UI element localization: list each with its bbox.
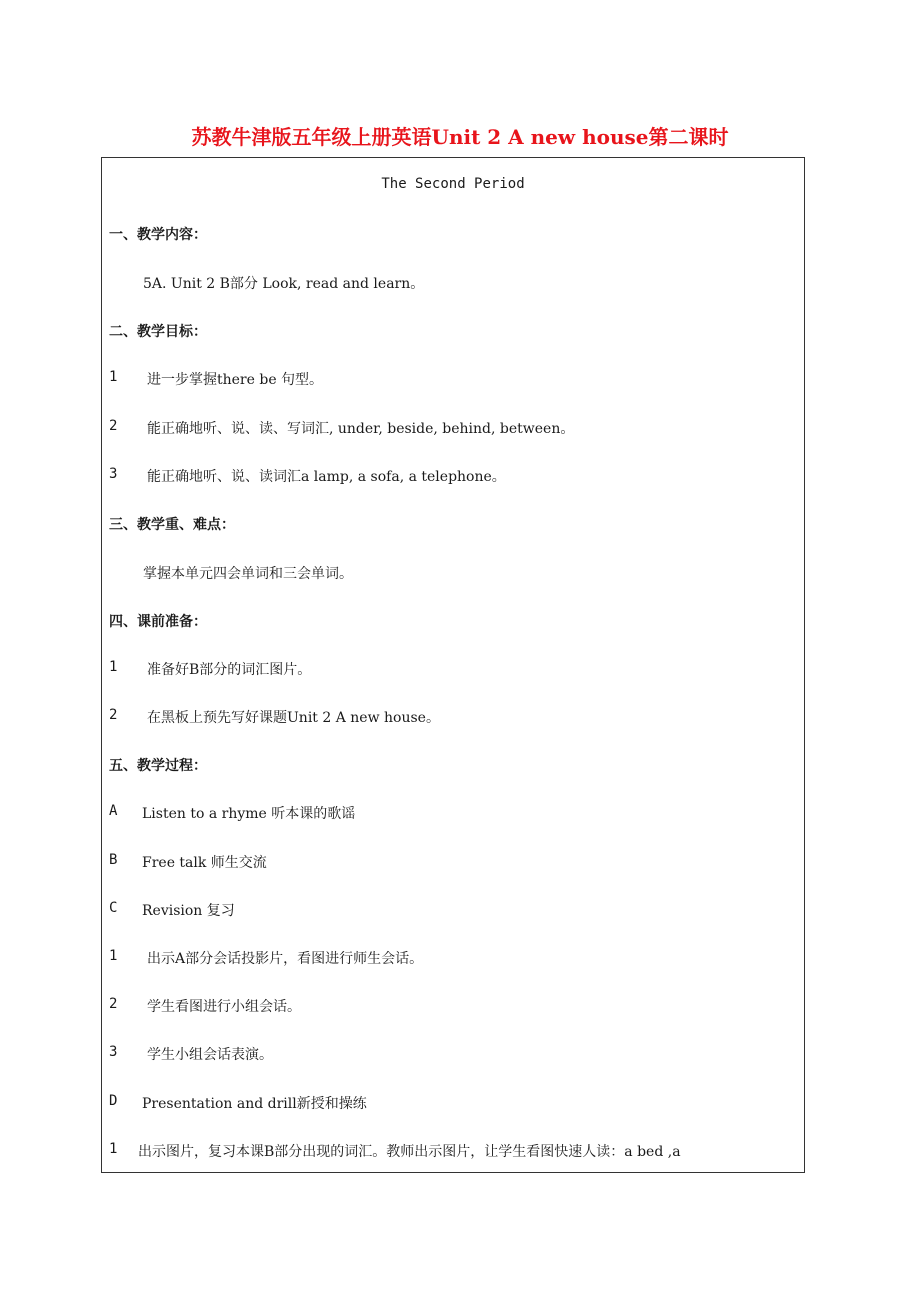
objective-number: 3 [109,466,118,482]
preparation-number: 2 [109,707,118,723]
section-heading-process: 五、教学过程： [109,758,207,774]
objective-number: 2 [109,418,118,434]
period-title: The Second Period [381,176,525,192]
process-step-text: Listen to a rhyme 听本课的歌谣 [142,806,356,822]
process-step-label: B [109,852,118,868]
section-heading-key-points: 三、教学重、难点： [109,517,235,533]
objective-text: 能正确地听、说、读词汇a lamp, a sofa, a telephone。 [147,469,506,485]
section-heading-content: 一、教学内容： [109,227,207,243]
process-step-text: Presentation and drill新授和操练 [142,1096,367,1112]
preparation-number: 1 [109,659,118,675]
content-text: 5A. Unit 2 B部分 Look, read and learn。 [143,276,425,292]
objective-text: 进一步掌握there be 句型。 [147,372,324,388]
document-title: 苏教牛津版五年级上册英语Unit 2 A new house第二课时 [191,125,729,149]
process-step-label: 1 [109,948,118,964]
section-heading-objectives: 二、教学目标： [109,324,207,340]
preparation-text: 准备好B部分的词汇图片。 [147,662,312,678]
process-step-text: Free talk 师生交流 [142,855,267,871]
objective-number: 1 [109,369,118,385]
process-step-label: 2 [109,996,118,1012]
process-step-text: Revision 复习 [142,903,235,919]
preparation-text: 在黑板上预先写好课题Unit 2 A new house。 [147,710,440,726]
process-step-label: D [109,1093,118,1109]
process-step-text: 学生看图进行小组会话。 [147,999,301,1015]
process-step-label: C [109,900,118,916]
process-step-label: 3 [109,1044,118,1060]
section-heading-preparation: 四、课前准备： [109,614,207,630]
process-step-text: 学生小组会话表演。 [147,1047,273,1063]
process-step-label: A [109,803,118,819]
process-step-text: 出示A部分会话投影片，看图进行师生会话。 [147,951,424,967]
key-points-text: 掌握本单元四会单词和三会单词。 [143,566,353,582]
process-step-text: 出示图片，复习本课B部分出现的词汇。教师出示图片，让学生看图快速人读：a bed ,a [138,1144,681,1160]
objective-text: 能正确地听、说、读、写词汇, under, beside, behind, between。 [147,421,575,437]
process-step-label: 1 [109,1141,118,1157]
